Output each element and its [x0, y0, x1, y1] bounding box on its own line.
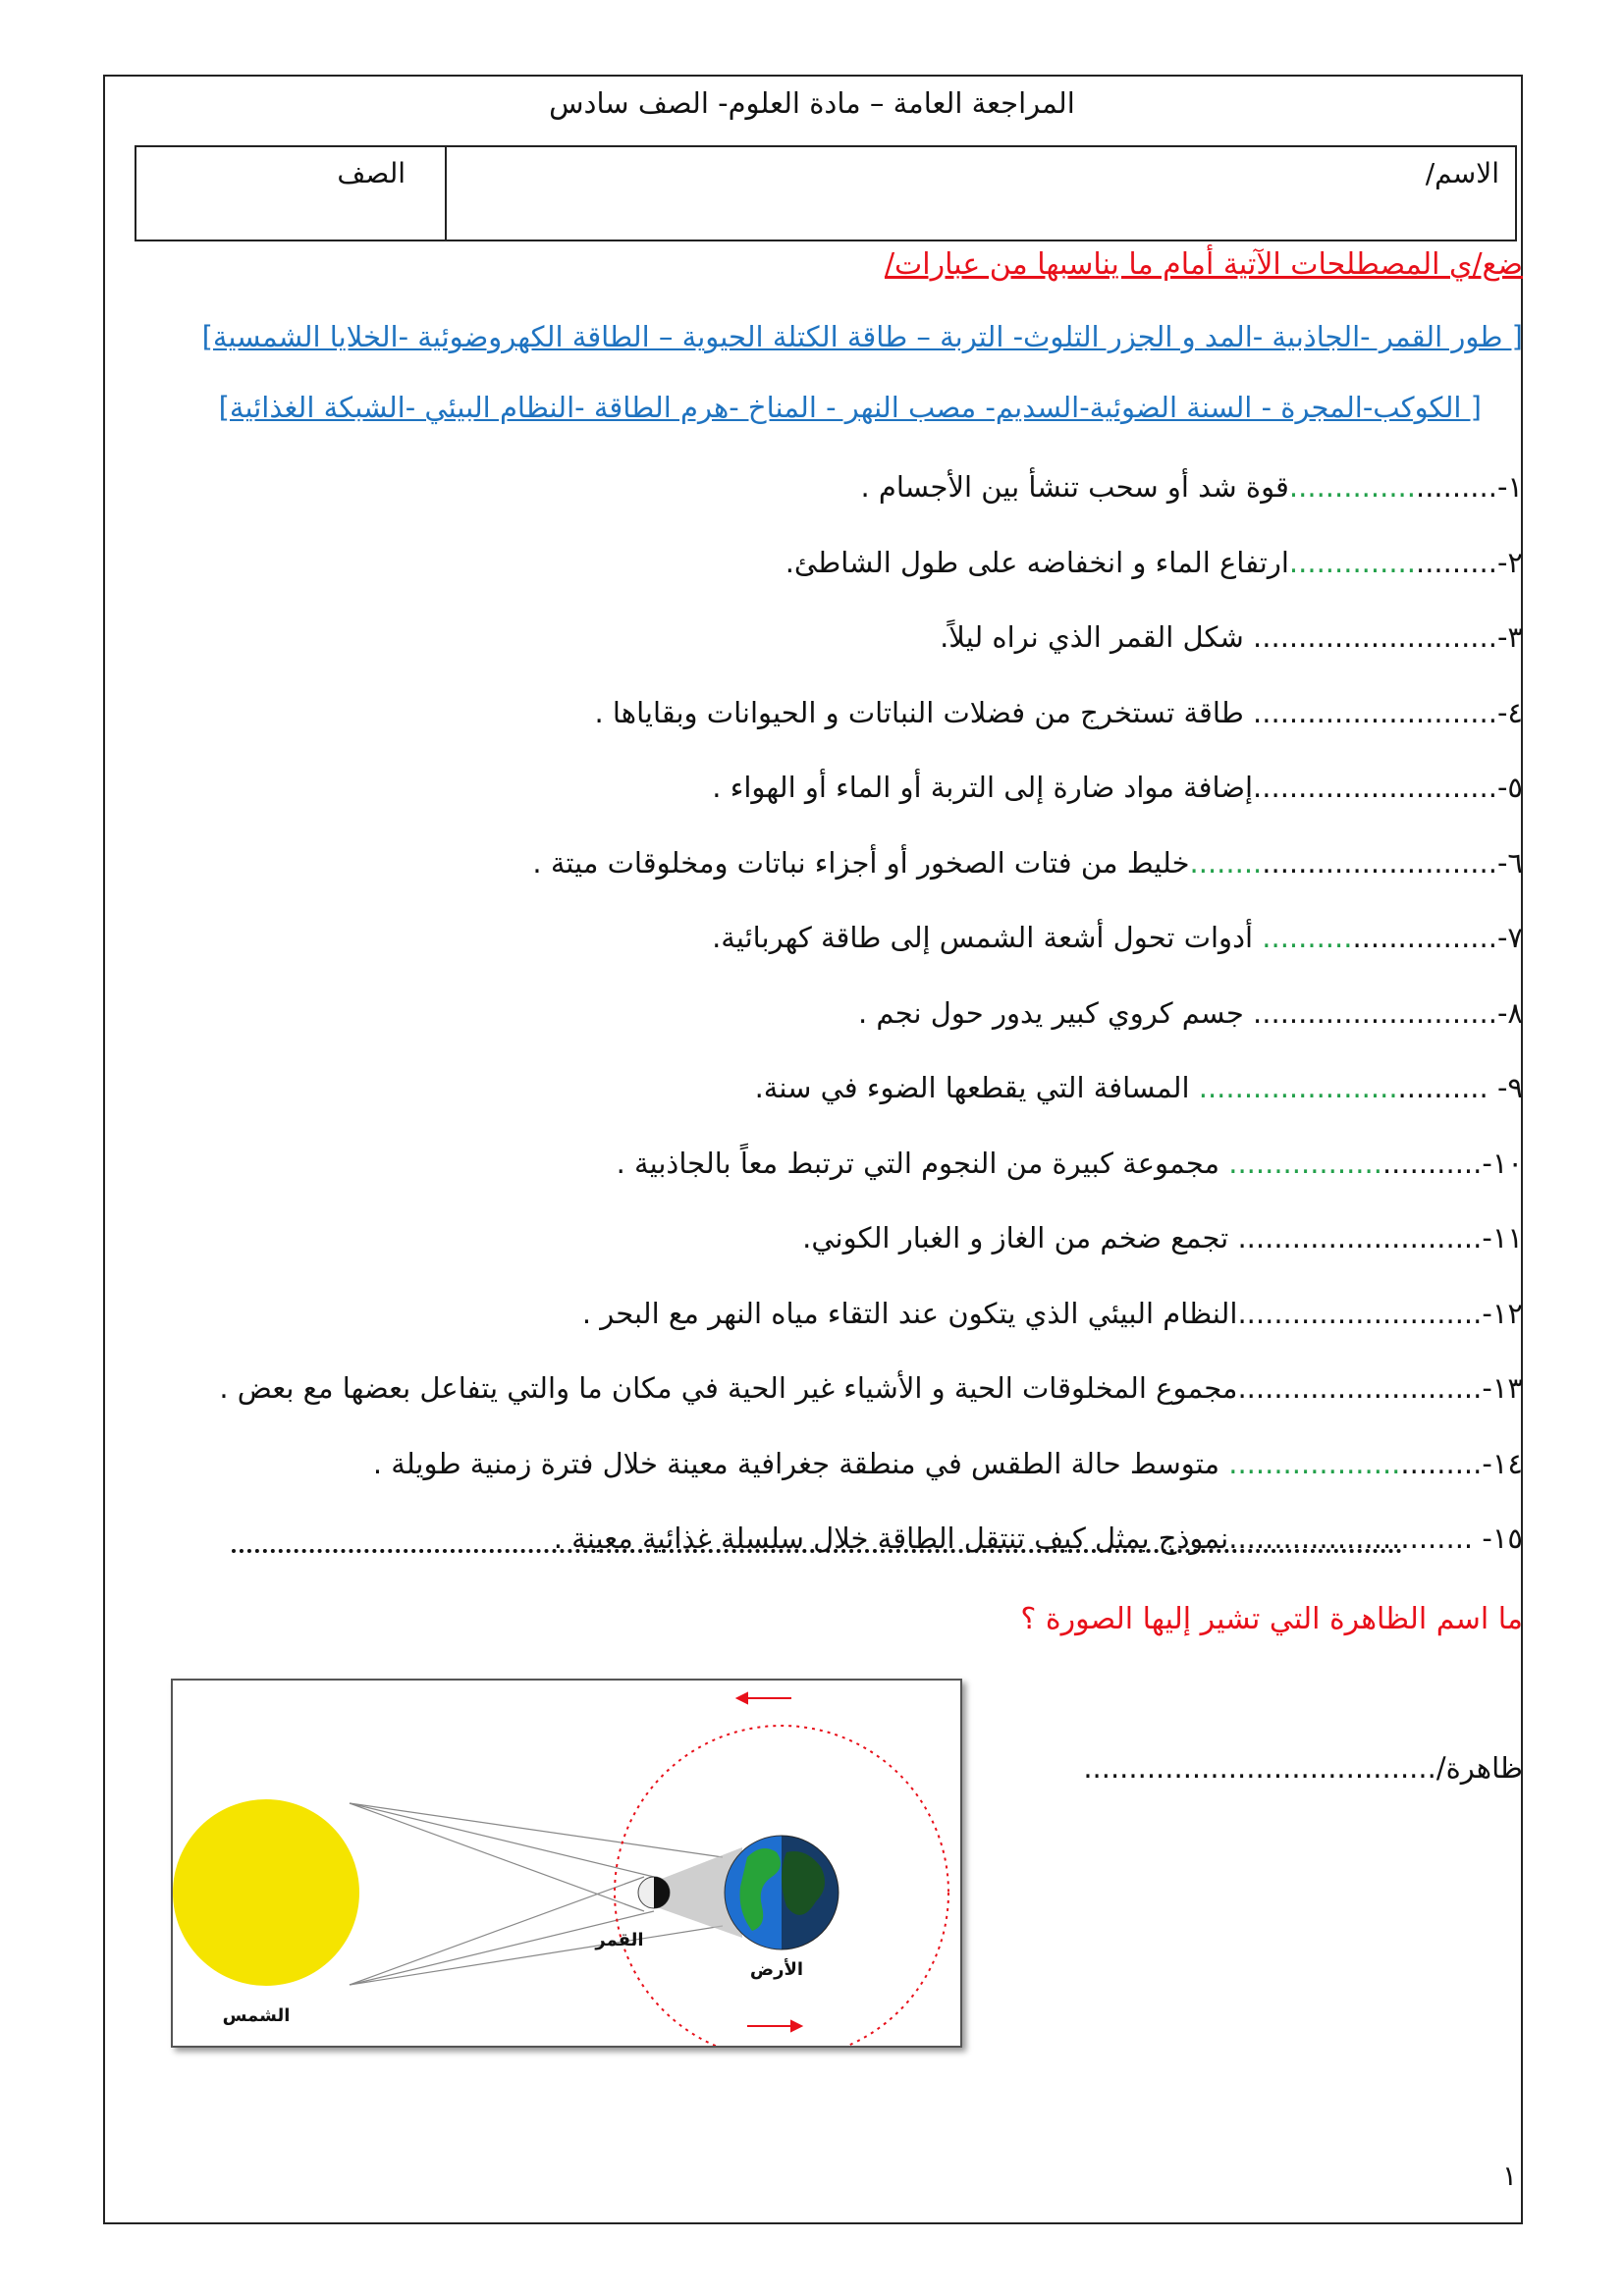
question-row — [99, 465, 1523, 541]
earth-label: الأرض — [749, 1959, 804, 1980]
question-number: ٩- — [1488, 1071, 1523, 1104]
question-row — [99, 841, 1523, 917]
answer-blank-green[interactable]: ........ — [1189, 845, 1263, 880]
question-row — [99, 615, 1523, 691]
question-number: ١٠- — [1482, 1146, 1523, 1180]
sun-label: الشمس — [222, 2005, 291, 2026]
answer-blank[interactable]: .......................... — [1262, 845, 1497, 880]
name-field[interactable] — [445, 147, 1515, 240]
question-row — [99, 1517, 1523, 1592]
question-text: خليط من فتات الصخور أو أجزاء نباتات ومخلوقات ميتة . — [532, 845, 1190, 880]
question-number: ٣- — [1496, 620, 1523, 654]
sun-icon — [173, 1799, 359, 1986]
page-title: المراجعة العامة – مادة العلوم- الصف سادس — [549, 86, 1075, 120]
answer-blank[interactable]: ......... — [1415, 545, 1497, 579]
question-row — [99, 541, 1523, 616]
answer-blank[interactable]: ......... — [1415, 470, 1497, 504]
answer-blank[interactable]: .......... — [1397, 1071, 1489, 1104]
answer-blank[interactable]: ................ — [1352, 921, 1497, 954]
question-number: ٤- — [1496, 695, 1523, 729]
question-text: قوة شد أو سحب تنشأ بين الأجسام . — [860, 470, 1289, 504]
question-text: مجموعة كبيرة من النجوم التي ترتبط معاً بالجاذبية . — [616, 1146, 1229, 1180]
question-number: ٥- — [1496, 771, 1523, 804]
question-number: ١٤- — [1482, 1446, 1523, 1480]
question-number: ١١- — [1482, 1221, 1523, 1255]
question-text: نموذج يمثل كيف تنتقل الطاقة خلال سلسلة غذائية معينة . — [553, 1522, 1229, 1555]
question-number: ١- — [1496, 470, 1523, 504]
question-number: ١٢- — [1482, 1296, 1523, 1330]
answer-blank-green[interactable]: ................... — [1228, 1446, 1401, 1480]
question-text: تجمع ضخم من الغاز و الغبار الكوني. — [802, 1221, 1238, 1255]
instruction: ضع/ي المصطلحات الآتية أمام ما يناسبها من عبارات/ — [884, 247, 1523, 282]
answer-blank[interactable]: ........................... — [1237, 1371, 1483, 1405]
question-number: ٦- — [1496, 845, 1523, 880]
question-row — [99, 1292, 1523, 1367]
figure-question: ما اسم الظاهرة التي تشير إليها الصورة ؟ — [1020, 1602, 1523, 1636]
question-row — [99, 1442, 1523, 1518]
moon-icon — [638, 1877, 670, 1908]
answer-blank[interactable]: ........................... — [1237, 1296, 1483, 1330]
question-row — [99, 1366, 1523, 1442]
questions-list — [99, 465, 1523, 1592]
answer-blank[interactable]: ........................... — [1253, 695, 1497, 729]
question-row — [99, 691, 1523, 767]
figure-answer-field[interactable]: ظاهرة/....................................... — [1083, 1751, 1523, 1785]
question-number: ٧- — [1496, 921, 1523, 954]
separator-line — [232, 1545, 1402, 1553]
earth-icon — [725, 1836, 839, 1949]
question-text: متوسط حالة الطقس في منطقة جغرافية معينة خلال فترة زمنية طويلة . — [372, 1446, 1229, 1480]
student-info-table — [135, 145, 1517, 241]
page-number: ١ — [1502, 2160, 1518, 2192]
question-row — [99, 916, 1523, 991]
answer-blank-green[interactable]: .............. — [1288, 545, 1416, 579]
question-row — [99, 1066, 1523, 1142]
question-number: ١٥- — [1473, 1522, 1523, 1555]
answer-blank-green[interactable]: .............. — [1288, 470, 1416, 504]
question-row — [99, 1216, 1523, 1292]
terms-line-1: [ طور القمر -الجاذبية -المد و الجزر التلوث- التربة – طاقة الكتلة الحيوية – الطاقة الكهروضوئية -الخلايا الشمسية] — [201, 320, 1523, 353]
lunar-eclipse-figure — [171, 1679, 962, 2048]
question-text: جسم كروي كبير يدور حول نجم . — [858, 995, 1254, 1030]
answer-blank[interactable]: ........................... — [1228, 1522, 1474, 1555]
answer-blank-green[interactable]: .......... — [1262, 921, 1353, 954]
answer-blank[interactable]: ........................... — [1253, 995, 1497, 1030]
question-row — [99, 1142, 1523, 1217]
answer-blank[interactable]: ........................... — [1253, 771, 1497, 804]
answer-blank-green[interactable]: ...................... — [1198, 1071, 1398, 1104]
question-text: أدوات تحول أشعة الشمس إلى طاقة كهربائية. — [712, 921, 1263, 954]
question-row — [99, 766, 1523, 841]
question-text: طاقة تستخرج من فضلات النباتات و الحيوانات وبقاياها . — [594, 695, 1254, 729]
answer-blank[interactable]: ........................... — [1253, 620, 1497, 654]
question-row — [99, 991, 1523, 1067]
class-field[interactable] — [136, 147, 445, 240]
question-text: شكل القمر الذي نراه ليلاً. — [940, 620, 1254, 654]
answer-blank[interactable]: ........................... — [1237, 1221, 1483, 1255]
question-text: ارتفاع الماء و انخفاضه على طول الشاطئ. — [785, 545, 1289, 579]
answer-blank[interactable]: ......... — [1400, 1446, 1483, 1480]
moon-label: القمر — [595, 1930, 644, 1950]
name-label: الاسم/ — [1425, 157, 1499, 189]
question-text: المسافة التي يقطعها الضوء في سنة. — [754, 1071, 1199, 1104]
question-text: إضافة مواد ضارة إلى التربة أو الماء أو الهواء . — [712, 771, 1254, 804]
answer-blank[interactable]: ........... — [1381, 1146, 1483, 1180]
question-number: ١٣- — [1482, 1371, 1523, 1405]
question-text: النظام البيئي الذي يتكون عند التقاء مياه النهر مع البحر . — [581, 1296, 1238, 1330]
terms-line-2: [ الكوكب-المجرة - السنة الضوئية-السديم- مصب النهر - المناخ -هرم الطاقة -النظام البيئي -الشبكة الغذائية] — [218, 391, 1482, 424]
class-label: الصف — [337, 157, 406, 189]
question-text: مجموع المخلوقات الحية و الأشياء غير الحية في مكان ما والتي يتفاعل بعضها مع بعض . — [219, 1371, 1238, 1405]
question-number: ٨- — [1496, 995, 1523, 1030]
answer-blank-green[interactable]: ................. — [1228, 1146, 1382, 1180]
question-number: ٢- — [1496, 545, 1523, 579]
